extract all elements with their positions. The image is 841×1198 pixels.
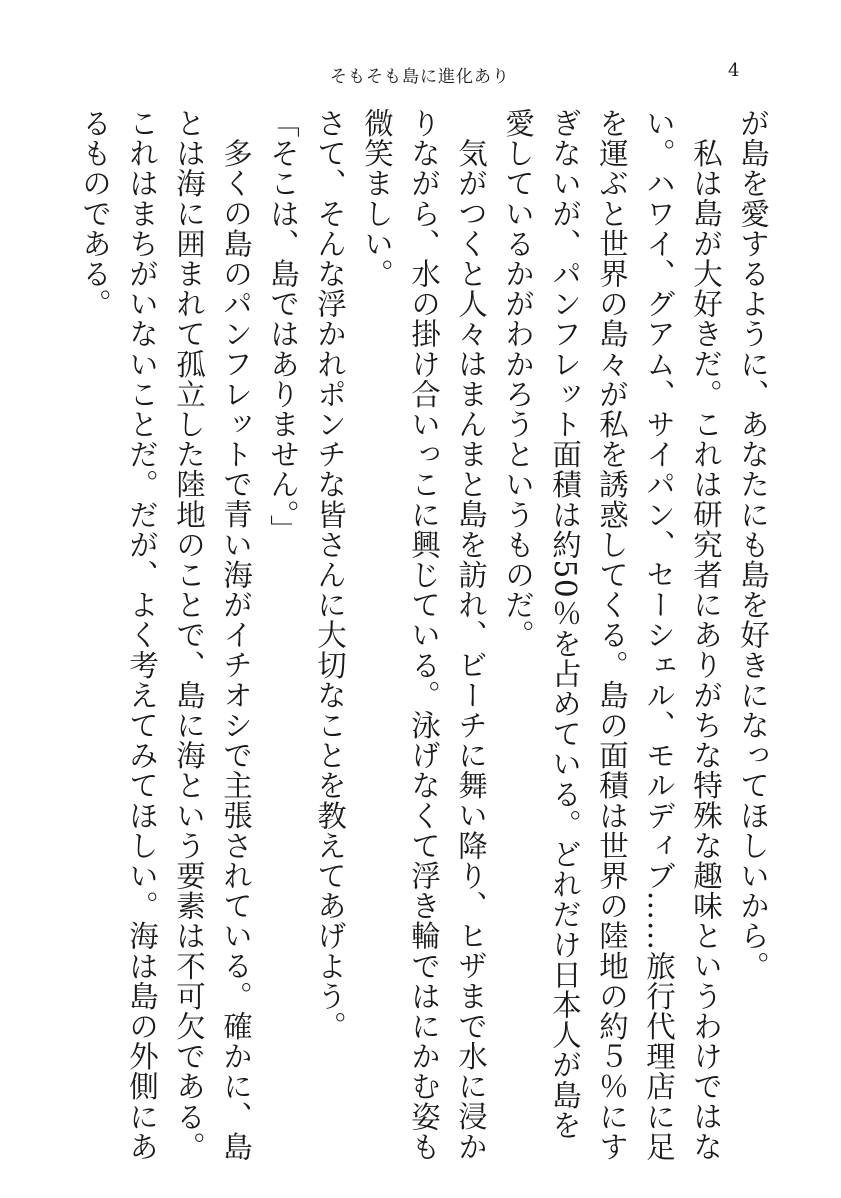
quoted-line: 「そこは、島ではありません。」 <box>266 108 300 545</box>
paragraph: さて、そんな浮かれポンチな皆さんに大切なことを教えてあげよう。 <box>313 108 347 1042</box>
paragraph: 多くの島のパンフレットで青い海がイチオシで主張されている。確かに、島とは海に囲まれて孤立した陸地のことで、島に海という要素は不可欠である。これはまちがいないことだ。だが、よく考えてみてほしい。海は島の外側にあるものである。 <box>78 108 253 1162</box>
body-text <box>76 108 776 1168</box>
paragraph: 私は島が大好きだ。これは研究者にありがちな特殊な趣味というわけではない。ハワイ、グアム、サイパン、セーシェル、モルディブ……旅行代理店に足を運ぶと世界の島々が私を誘惑してくる。島の面積は世界の陸地の約５％にすぎないが、パンフレット面積は約50％を占めている。どれだけ日本人が島を愛しているかがわかろうというものだ。 <box>501 108 723 1162</box>
paragraph-continuation: が島を愛するように、あなたにも島を好きになってほしいから。 <box>736 108 770 981</box>
page-number: 4 <box>728 60 740 81</box>
paragraph: 気がつくと人々はまんまと島を訪れ、ビーチに舞い降り、ヒザまで水に浸かりながら、水の掛け合いっこに興じている。泳げなくて浮き輪ではにかむ姿も微笑ましい。 <box>360 108 488 1162</box>
running-title: そもそも島に進化あり <box>330 67 510 87</box>
